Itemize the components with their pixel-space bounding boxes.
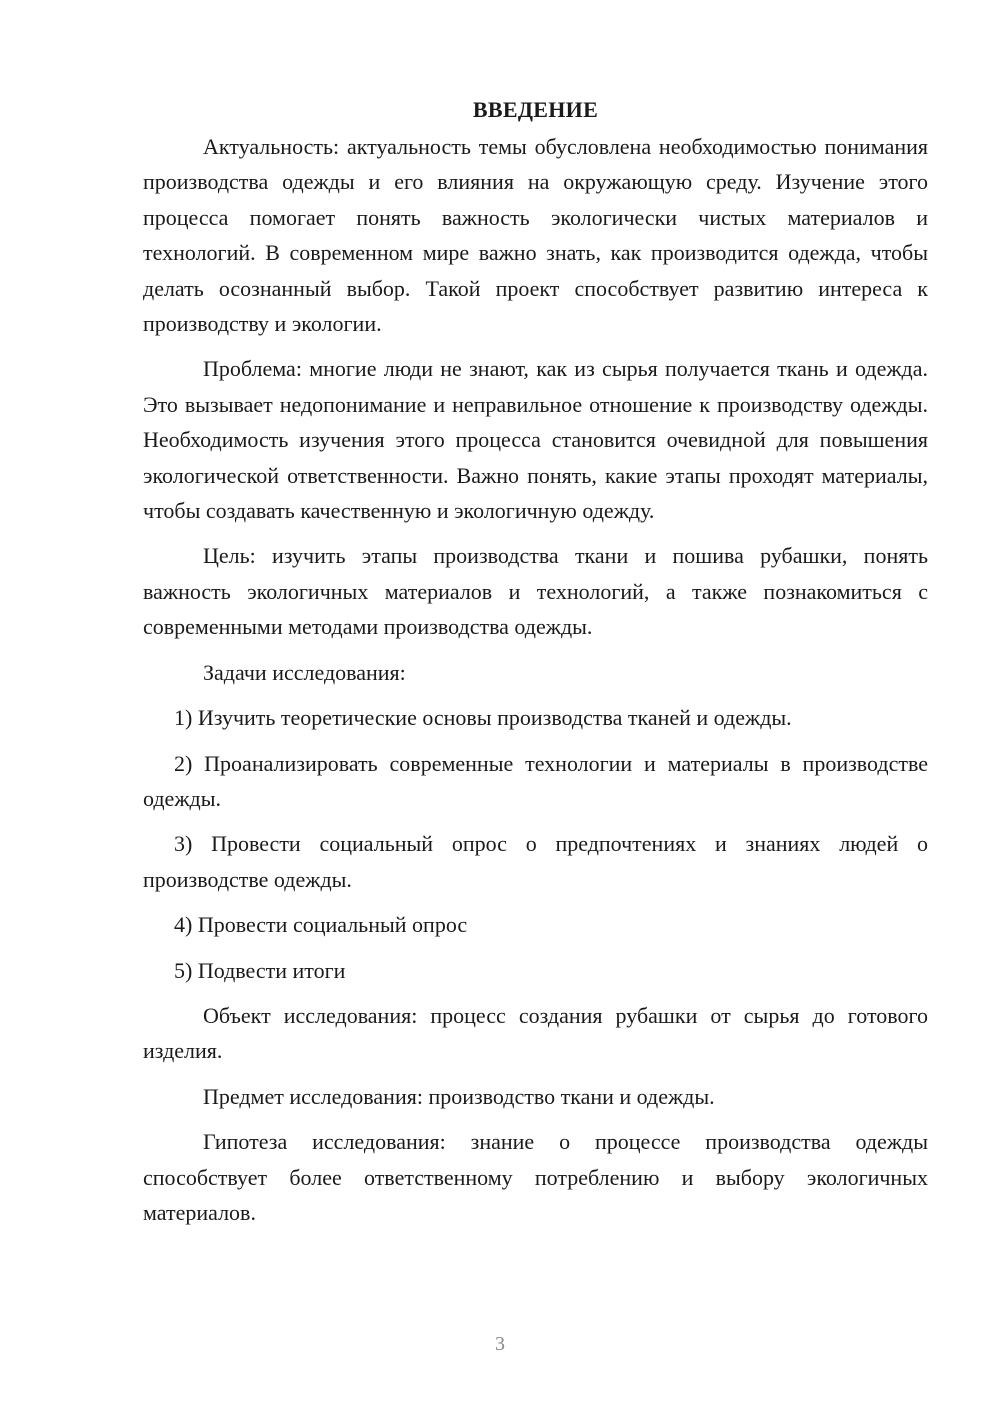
paragraph-problem: Проблема: многие люди не знают, как из сырья получается ткань и одежда. Это вызывает недопонимание и неправильное отношение к производству одежды. Необходимость изучения этого процесса становится очевидной для повышения экологической ответственности. Важно понять, какие этапы проходят материалы, чтобы создавать качественную и экологичную одежду.	[143, 356, 928, 524]
tasks-heading: Задачи исследования:	[203, 659, 406, 685]
paragraph-hypothesis: Гипотеза исследования: знание о процессе производства одежды способствует более ответственному потреблению и выбору экологичных материалов.	[143, 1129, 928, 1225]
page-number: 3	[495, 1333, 505, 1355]
task-item-2: 2) Проанализировать современные технологии и материалы в производстве одежды.	[143, 750, 928, 811]
paragraph-relevance: Актуальность: актуальность темы обусловлена необходимостью понимания производства одежды и его влияния на окружающую среду. Изучение этого процесса помогает понять важность экологически чистых материалов и технологий. В современном мире важно знать, как производится одежда, чтобы делать осознанный выбор. Такой проект способствует развитию интереса к производству и экологии.	[143, 134, 928, 337]
paragraph-object: Объект исследования: процесс создания рубашки от сырья до готового изделия.	[143, 1002, 928, 1064]
task-item-1: 1) Изучить теоретические основы производства тканей и одежды.	[174, 705, 792, 731]
task-item-5: 5) Подвести итоги	[174, 957, 346, 983]
document-page	[143, 92, 928, 1240]
page-title: ВВЕДЕНИЕ	[472, 97, 599, 122]
task-item-4: 4) Провести социальный опрос	[174, 912, 468, 938]
paragraph-goal: Цель: изучить этапы производства ткани и пошива рубашки, понять важность экологичных материалов и технологий, а также познакомиться с современными методами производства одежды.	[143, 543, 928, 640]
paragraph-subject: Предмет исследования: производство ткани и одежды.	[203, 1083, 715, 1109]
task-item-3: 3) Провести социальный опрос о предпочтениях и знаниях людей о производстве одежды.	[143, 831, 928, 892]
